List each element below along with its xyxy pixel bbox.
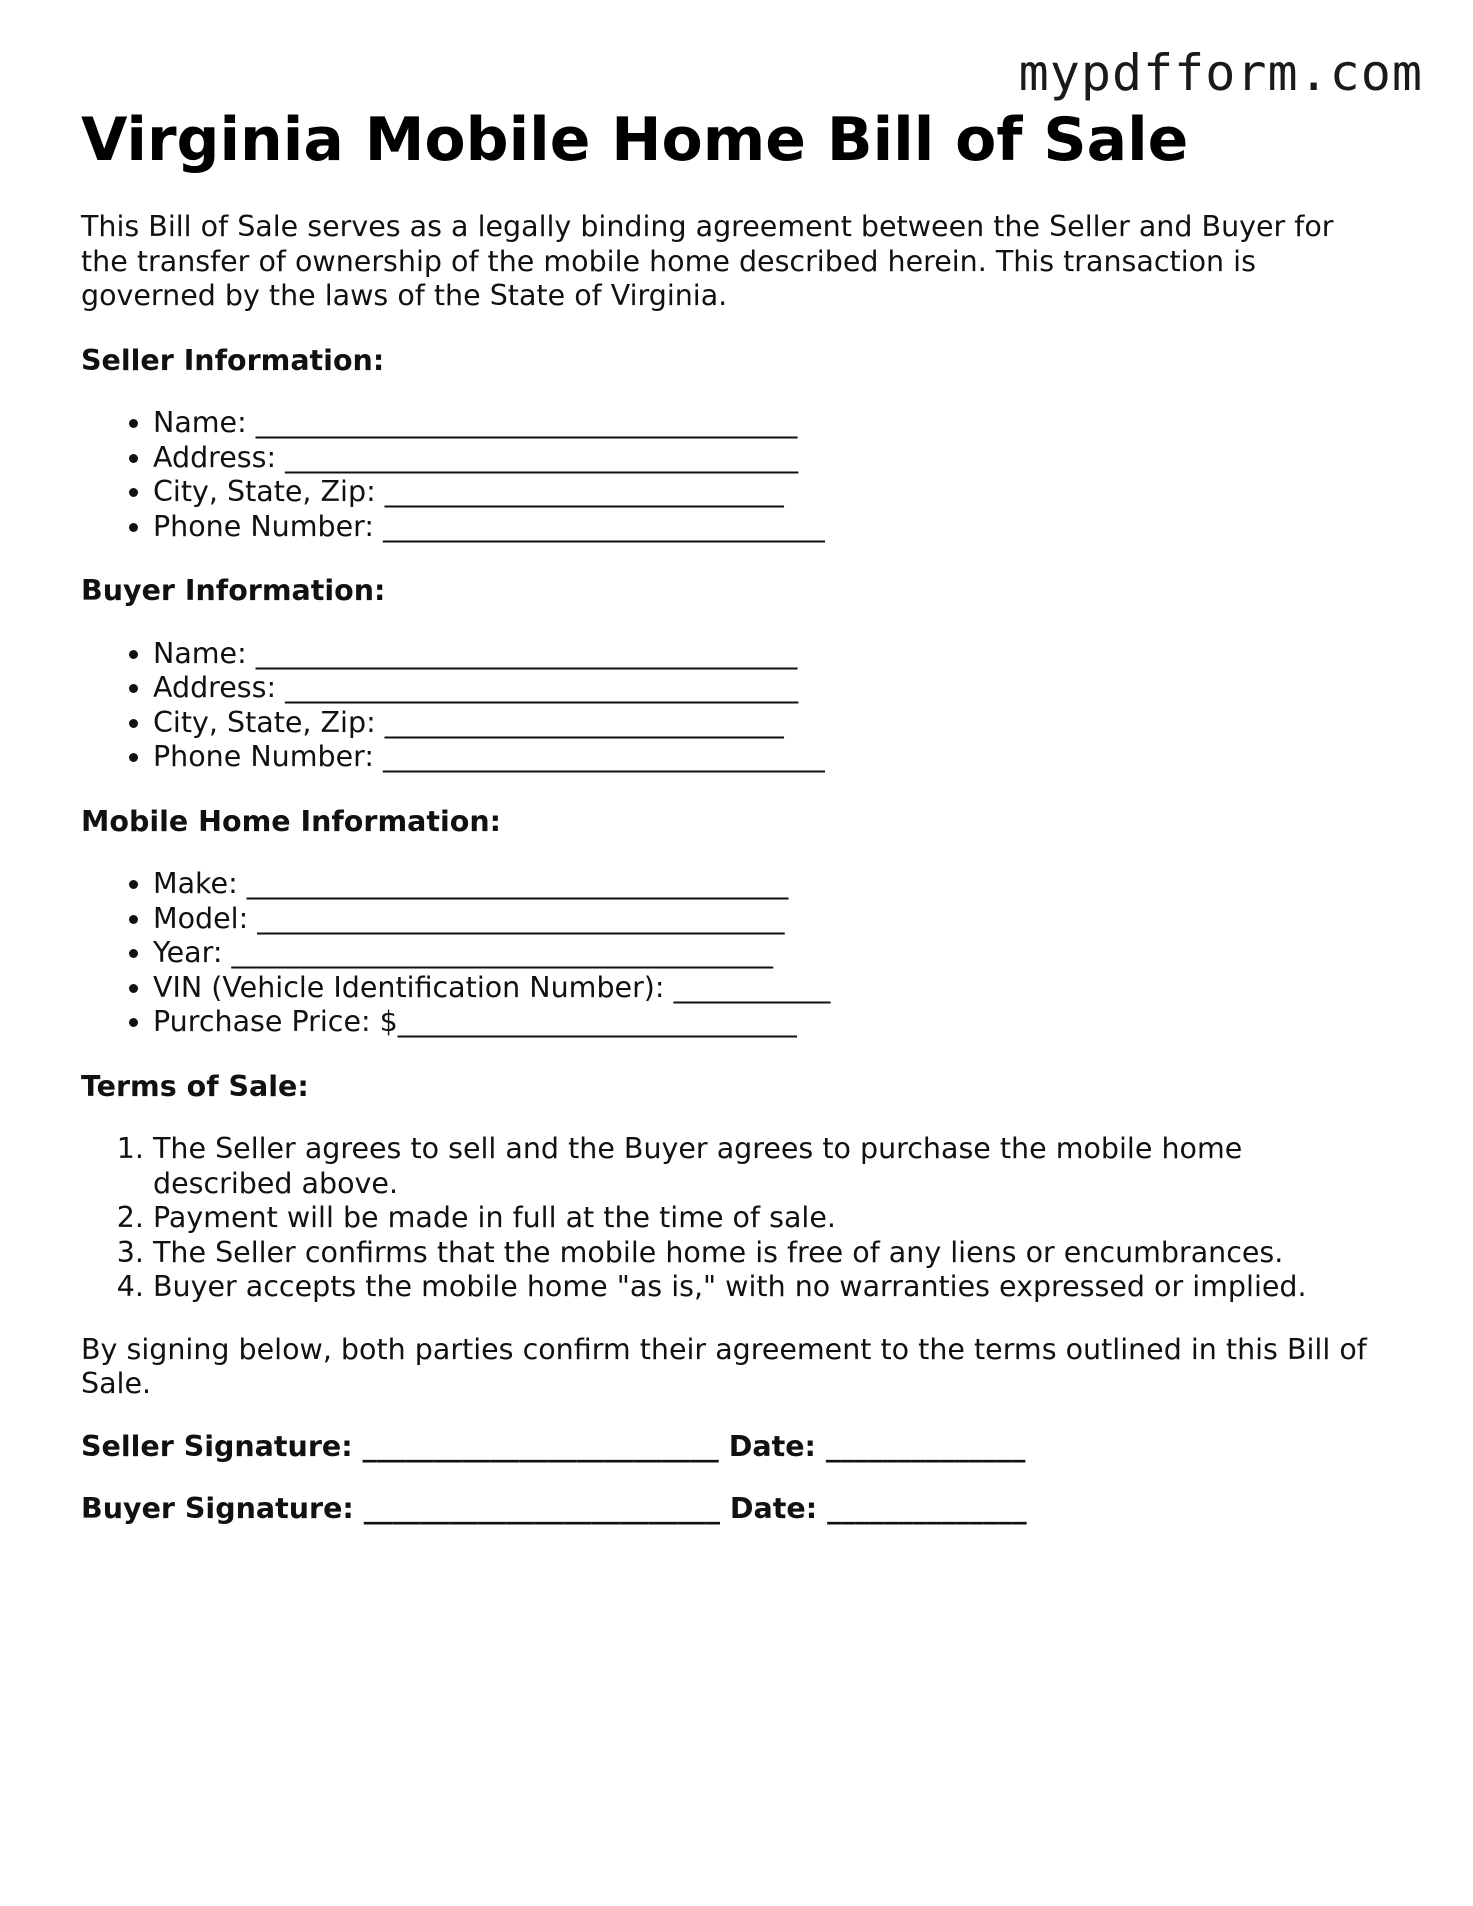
buyer-name-field: • Name: ______________________________________ [153,637,1401,672]
seller-signature-line: Seller Signature: _________________________ Date: ______________ [81,1429,1026,1463]
vin-field: • VIN (Vehicle Identification Number): ___________ [153,971,1401,1006]
closing-paragraph: By signing below, both parties confirm their agreement to the terms outlined in this Bill of Sale. [81,1332,1367,1400]
purchase-price-field: • Purchase Price: $____________________________ [153,1005,1401,1040]
seller-phone-field: • Phone Number: _______________________________ [153,510,1401,545]
watermark: mypdfform.com [1018,44,1423,102]
terms-section-heading: Terms of Sale: [81,1069,309,1103]
intro-paragraph: This Bill of Sale serves as a legally binding agreement between the Seller and Buyer for the transfer of ownership of the mobile home described herein. This transaction is governed by the laws of the State of Virginia. [81,210,1334,312]
seller-section-heading: Seller Information: [81,343,385,377]
model-field: • Model: _____________________________________ [153,902,1401,937]
seller-field-list [81,406,1401,544]
buyer-signature-line: Buyer Signature: _________________________ Date: ______________ [81,1492,1027,1525]
mobile-home-section-heading: Mobile Home Information: [81,804,502,838]
mobile-home-field-list [81,867,1401,1040]
make-field: • Make: ______________________________________ [153,867,1401,902]
buyer-field-list [81,637,1401,775]
buyer-phone-field: • Phone Number: _______________________________ [153,740,1401,775]
seller-name-field: • Name: ______________________________________ [153,406,1401,441]
terms-item: 4. Buyer accepts the mobile home "as is," with no warranties expressed or implied. [153,1270,1373,1305]
year-field: • Year: ______________________________________ [153,936,1401,971]
terms-item: 3. The Seller confirms that the mobile home is free of any liens or encumbrances. [153,1236,1373,1271]
page-title: Virginia Mobile Home Bill of Sale [81,105,1189,175]
seller-city-state-zip-field: • City, State, Zip: ____________________________ [153,475,1401,510]
buyer-address-field: • Address: ____________________________________ [153,671,1401,706]
seller-address-field: • Address: ____________________________________ [153,441,1401,476]
buyer-city-state-zip-field: • City, State, Zip: ____________________________ [153,706,1401,741]
terms-item: 1. The Seller agrees to sell and the Buyer agrees to purchase the mobile home described above. [153,1132,1373,1201]
document [81,104,1401,1527]
terms-list [81,1132,1373,1305]
terms-item: 2. Payment will be made in full at the time of sale. [153,1201,1373,1236]
buyer-section-heading: Buyer Information: [81,574,386,607]
